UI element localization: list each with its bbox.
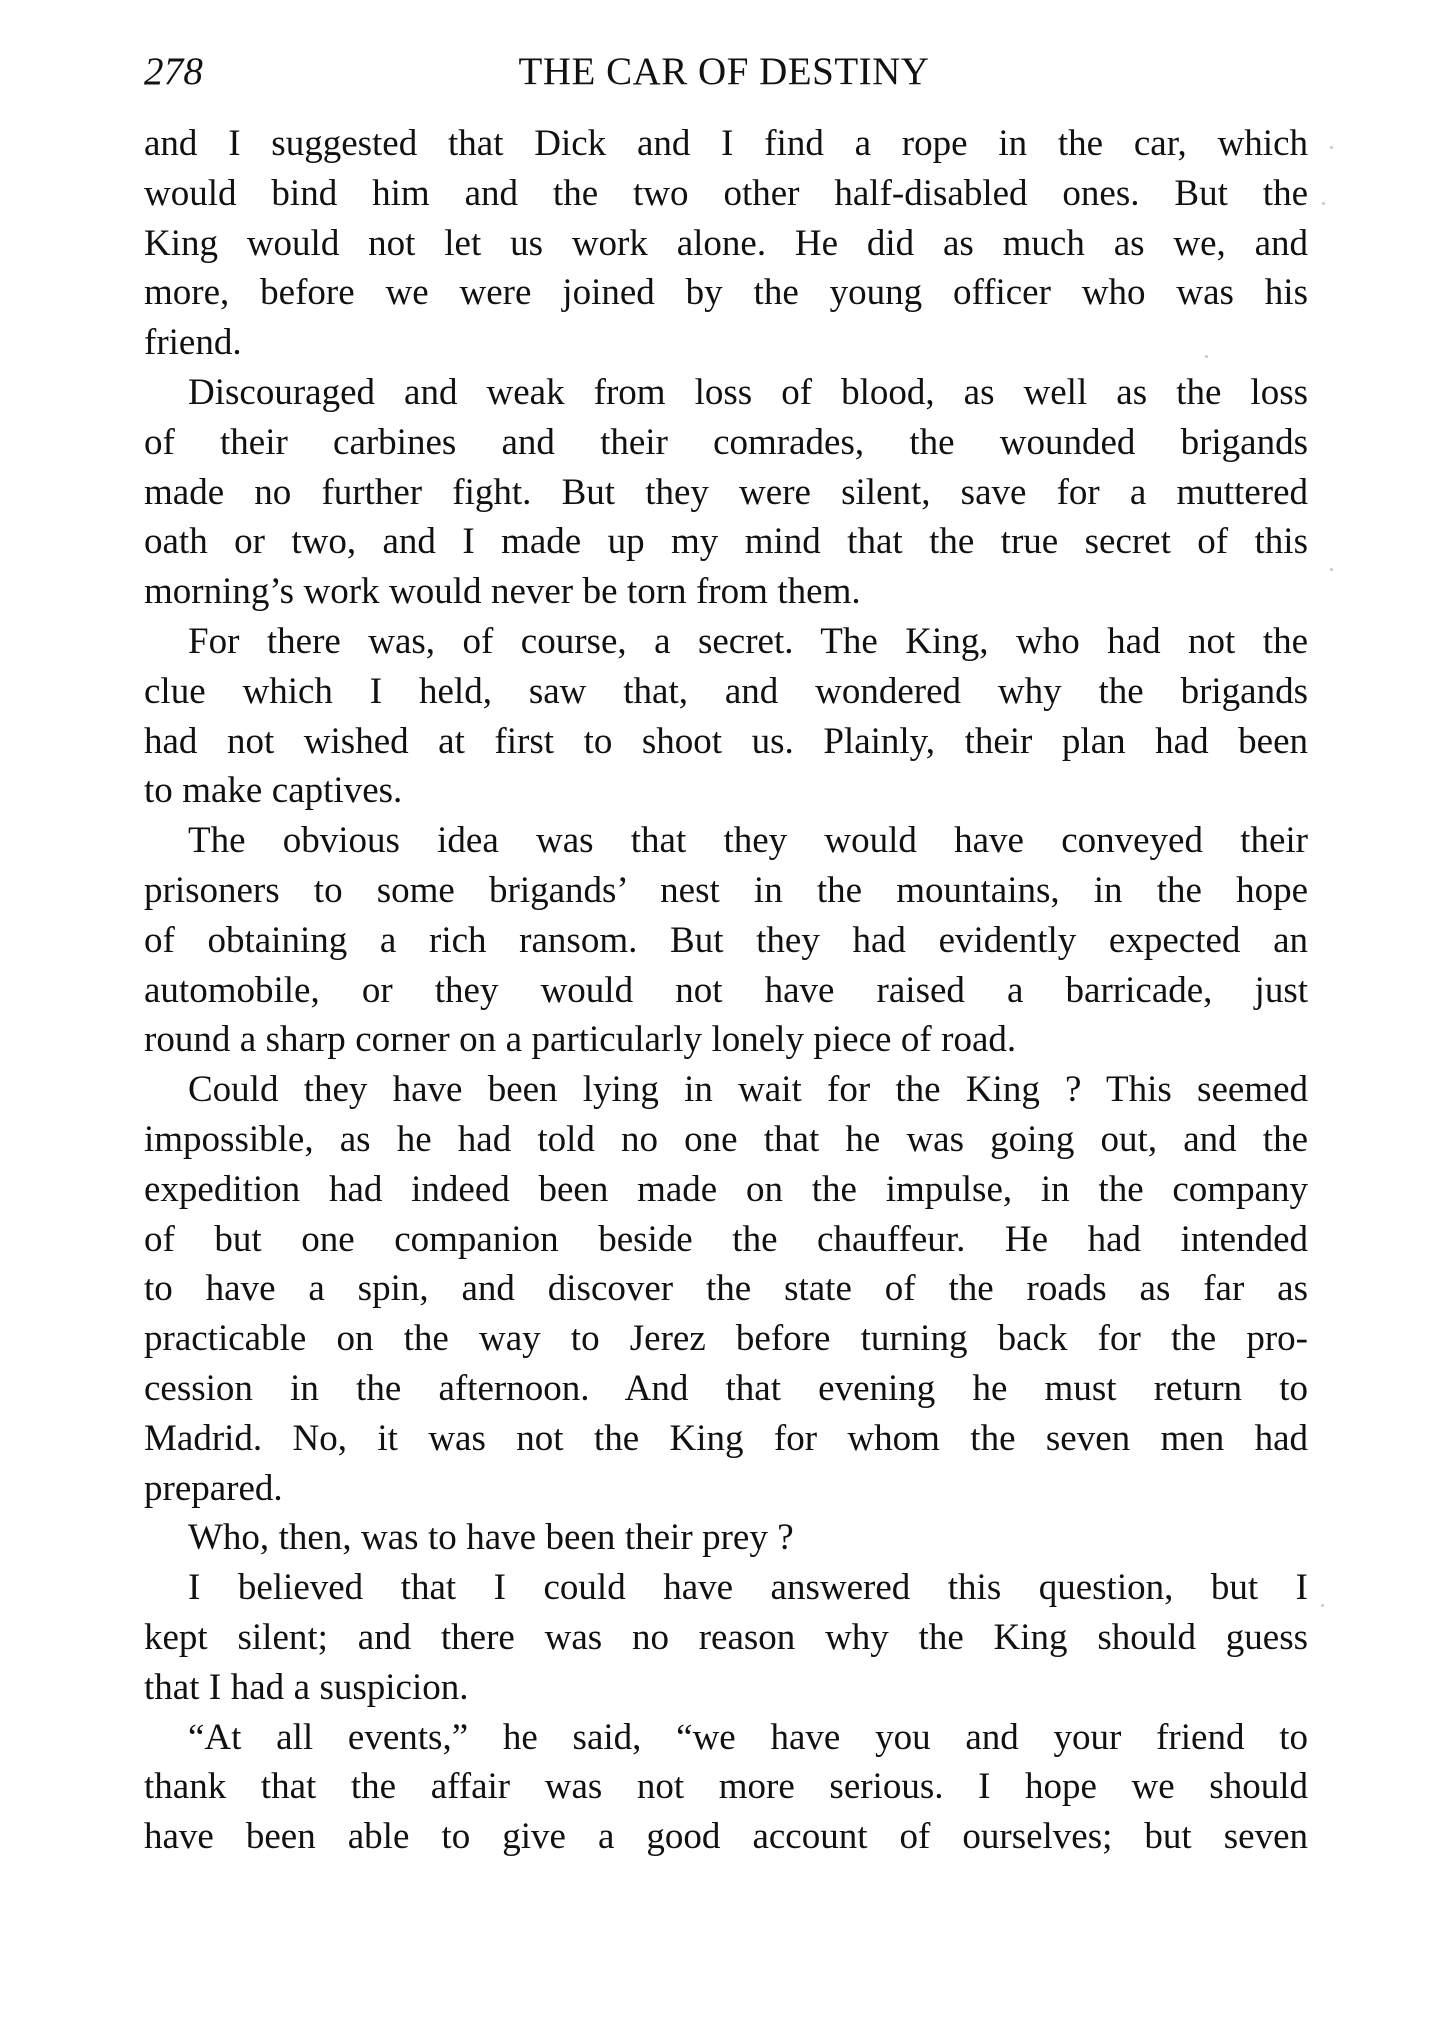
text-line: “At all events,” he said, “we have you and your friend to [188,1716,1308,1758]
text-line: had not wished at first to shoot us. Plainly, their plan had been [144,720,1308,762]
text-line: Who, then, was to have been their prey ? [188,1517,794,1559]
text-line: expedition had indeed been made on the impulse, in the company [144,1168,1308,1210]
text-line: round a sharp corner on a particularly lonely piece of road. [144,1019,1017,1061]
paragraph [144,1065,1308,1513]
text-line: practicable on the way to Jerez before turning back for the pro- [144,1318,1308,1360]
text-line: that I had a suspicion. [144,1666,469,1708]
text-line: would bind him and the two other half-disabled ones. But the [144,172,1308,214]
paragraph [144,617,1308,816]
text-line: of but one companion beside the chauffeur. He had intended [144,1218,1308,1260]
scan-speck [1330,146,1333,149]
scan-speck [1205,355,1208,358]
page-number: 278 [144,50,204,93]
text-line: I believed that I could have answered this question, but I [188,1567,1308,1609]
text-line: more, before we were joined by the young officer who was his [144,272,1308,314]
text-line: Discouraged and weak from loss of blood, as well as the loss [188,371,1308,413]
text-line: thank that the affair was not more serious. I hope we should [144,1766,1308,1808]
scan-speck [1322,202,1325,205]
paragraph [144,119,1308,368]
text-line: to have a spin, and discover the state of the roads as far as [144,1268,1308,1310]
scan-speck [1330,568,1333,571]
text-line: cession in the afternoon. And that evening he must return to [144,1367,1308,1409]
text-line: friend. [144,322,242,364]
text-line: For there was, of course, a secret. The King, who had not the [188,620,1308,662]
scan-speck [1321,1604,1324,1607]
paragraph [144,816,1308,1065]
text-line: clue which I held, saw that, and wondered why the brigands [144,670,1308,712]
text-line: to make captives. [144,770,403,812]
text-line: kept silent; and there was no reason why the King should guess [144,1616,1308,1658]
text-line: morning’s work would never be torn from them. [144,571,861,613]
text-line: and I suggested that Dick and I find a rope in the car, which [144,123,1308,164]
paragraph [144,1563,1308,1712]
text-line: prepared. [144,1467,283,1509]
text-line: prisoners to some brigands’ nest in the mountains, in the hope [144,869,1308,911]
text-line: impossible, as he had told no one that he was going out, and the [144,1118,1308,1160]
text-line: of obtaining a rich ransom. But they had evidently expected an [144,919,1308,961]
text-line: of their carbines and their comrades, the wounded brigands [144,421,1308,463]
text-line: made no further fight. But they were silent, save for a muttered [144,471,1308,513]
text-line: King would not let us work alone. He did as much as we, and [144,222,1308,264]
text-line: The obvious idea was that they would have conveyed their [188,820,1308,862]
paragraph [144,368,1308,617]
text-line: Madrid. No, it was not the King for whom the seven men had [144,1417,1308,1459]
text-line: have been able to give a good account of ourselves; but seven [144,1816,1308,1858]
text-line: oath or two, and I made up my mind that the true secret of this [144,521,1308,563]
running-header [144,46,1304,98]
text-line: automobile, or they would not have raised a barricade, just [144,969,1308,1011]
text-line: Could they have been lying in wait for the King ? This seemed [188,1069,1308,1111]
running-title: THE CAR OF DESTINY [518,50,930,93]
paragraph [144,1513,1308,1563]
paragraph [144,1713,1308,1862]
body-text [144,119,1308,1862]
